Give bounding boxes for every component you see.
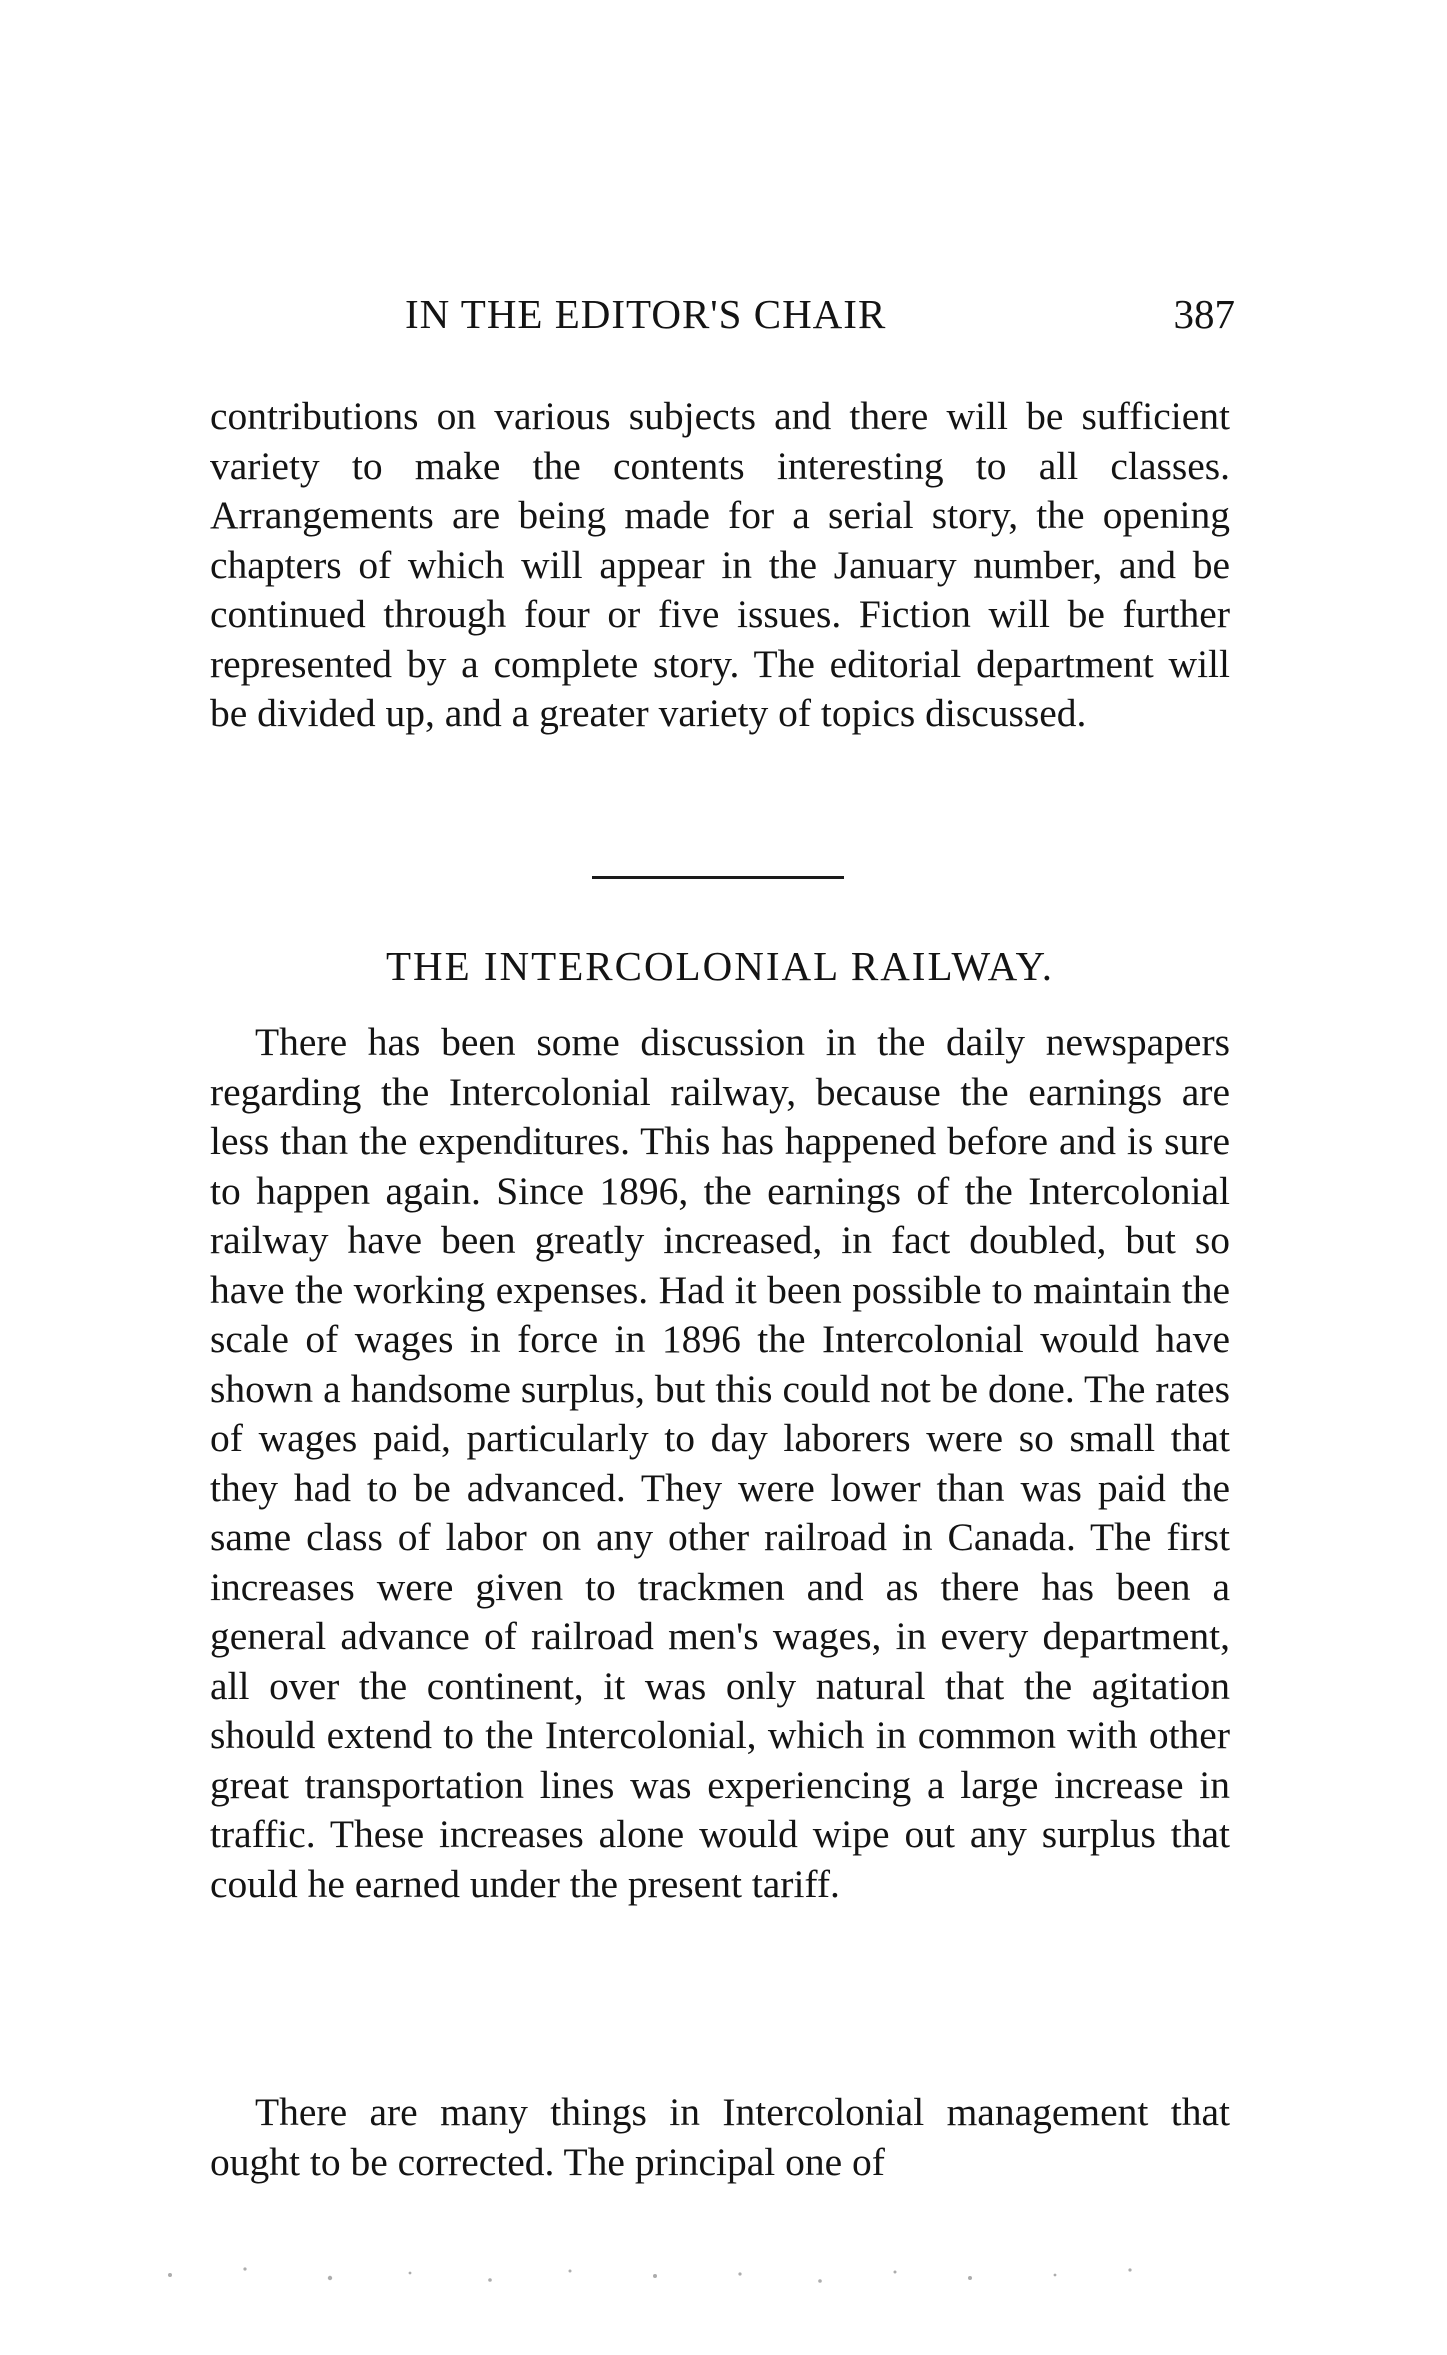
running-head — [210, 290, 1235, 350]
section-divider — [592, 876, 844, 879]
paragraph-continuation: contributions on various subjects and there will be sufficient variety to make the contents interesting to all classes. Arrangements are being made for a serial story, the opening chapters of which will appear in the January number, and be continued through four or five issues. Fiction will be further represented by a complete story. The editorial department will be divided up, and a greater variety of topics discussed. — [210, 394, 1230, 735]
paragraph-body: There has been some discussion in the daily newspapers regarding the Intercolonial railway, because the earnings are less than the expenditures. This has happened before and is sure to happen again. Since 1896, the earnings of the Intercolonial railway have been greatly increased, in fact doubled, but so have the working expenses. Had it been possible to maintain the scale of wages in force in 1896 the Intercolonial would have shown a handsome surplus, but this could not be done. The rates of wages paid, particularly to day laborers were so small that they had to be advanced. They were lower than was paid the same class of labor on any other railroad in Canada. The first increases were given to trackmen and as there has been a general advance of railroad men's wages, in every department, all over the continent, it was only natural that the agitation should extend to the Intercolonial, which in common with other great transportation lines was experiencing a large increase in traffic. These increases alone would wipe out any surplus that could he earned under the present tariff. — [210, 1020, 1230, 1906]
section-heading: THE INTERCOLONIAL RAILWAY. — [385, 943, 1055, 989]
paragraph-closing: There are many things in Intercolonial management that ought to be corrected. The principal one of — [210, 2090, 1230, 2184]
running-title: IN THE EDITOR'S CHAIR — [405, 291, 887, 337]
bleed-through-marks — [150, 2245, 1250, 2305]
page-number: 387 — [1173, 291, 1235, 337]
